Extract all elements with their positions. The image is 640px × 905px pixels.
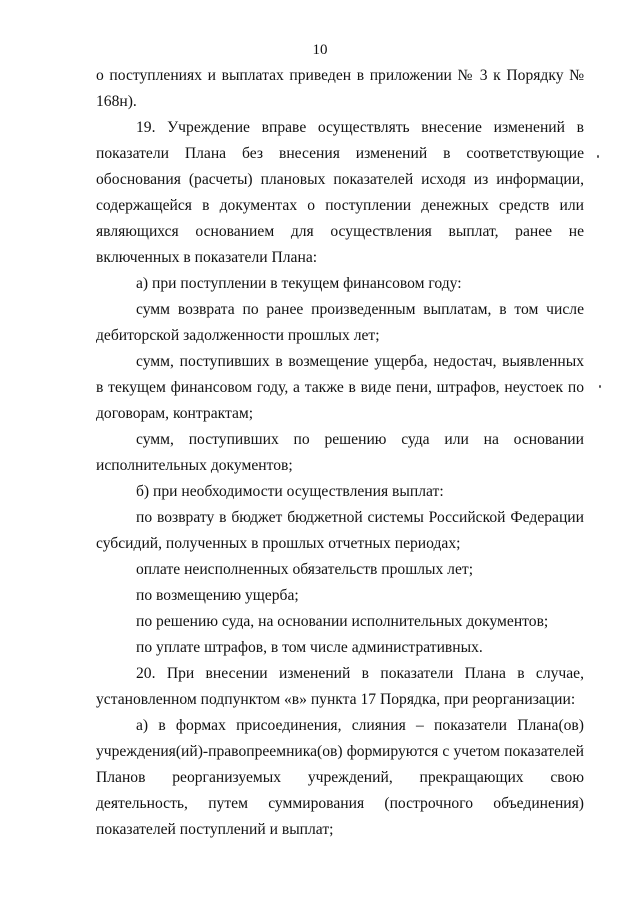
paragraph-continuation: о поступлениях и выплатах приведен в приложении № 3 к Порядку № 168н).	[96, 67, 584, 110]
paragraph-damage-compensation: по возмещению ущерба;	[136, 587, 299, 604]
scan-speck	[599, 385, 601, 388]
paragraph-past-obligations: оплате неисполненных обязательств прошлых лет;	[136, 561, 474, 578]
paragraph-subclause-a-merger: а) в формах присоединения, слияния – показатели Плана(ов) учреждения(ий)-правопреемника(ов) формируются с учетом показателей Планов реорганизуемых учреждений, прекращающих свою деятельность, путем суммирования (построчного объединения) показателей поступлений и выплат;	[96, 717, 584, 838]
paragraph-clause-19: 19. Учреждение вправе осуществлять внесение изменений в показатели Плана без внесения изменений в соответствующие обоснования (расчеты) плановых показателей исходя из информации, содержащейся в документах о поступлении денежных средств или являющихся основанием для осуществления выплат, ранее не включенных в показатели Плана:	[96, 119, 584, 266]
paragraph-court-sums: сумм, поступивших по решению суда или на основании исполнительных документов;	[96, 431, 584, 474]
paragraph-clause-20: 20. При внесении изменений в показатели Плана в случае, установленном подпунктом «в» пункта 17 Порядка, при реорганизации:	[96, 665, 584, 708]
document-body	[96, 63, 584, 843]
paragraph-refund-sums: сумм возврата по ранее произведенным выплатам, в том числе дебиторской задолженности прошлых лет;	[96, 301, 584, 344]
paragraph-subclause-a-receipts: а) при поступлении в текущем финансовом году:	[136, 275, 462, 292]
scan-speck	[597, 155, 599, 158]
paragraph-fines: по уплате штрафов, в том числе административных.	[136, 639, 483, 656]
paragraph-court-decision: по решению суда, на основании исполнительных документов;	[136, 613, 549, 630]
paragraph-budget-return: по возврату в бюджет бюджетной системы Российской Федерации субсидий, полученных в прошлых отчетных периодах;	[96, 509, 584, 552]
paragraph-damage-sums: сумм, поступивших в возмещение ущерба, недостач, выявленных в текущем финансовом году, а также в виде пени, штрафов, неустоек по договорам, контрактам;	[96, 353, 584, 422]
paragraph-subclause-b-payments: б) при необходимости осуществления выплат:	[136, 483, 444, 500]
page-number: 10	[312, 42, 328, 58]
